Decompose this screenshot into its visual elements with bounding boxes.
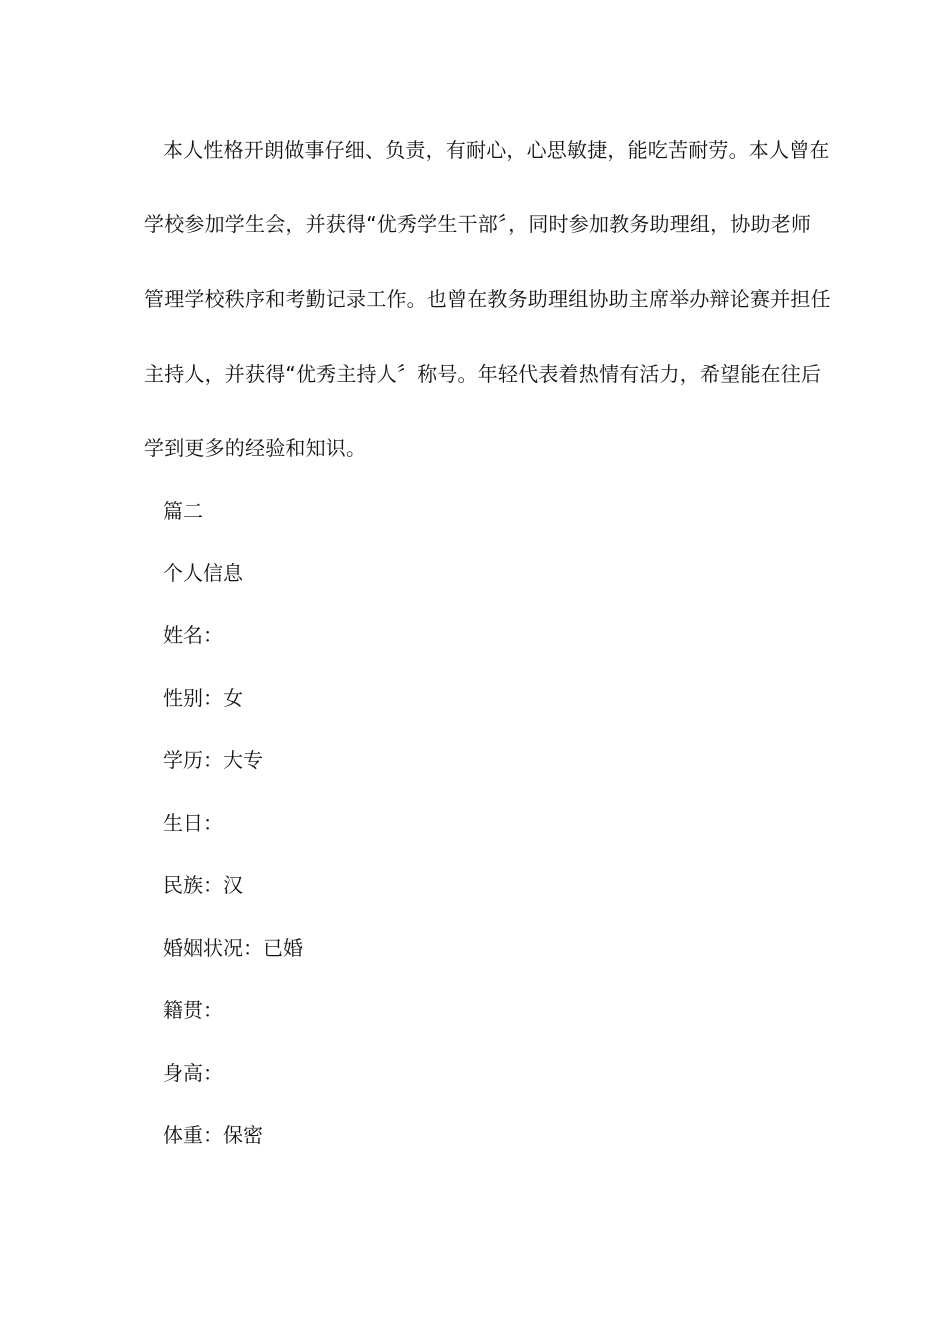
intro-line-4: 主持人，并获得“优秀主持人〞称号。年轻代表着热情有活力，希望能在往后	[144, 362, 822, 386]
field-name: 姓名：	[163, 623, 223, 647]
intro-line-2: 学校参加学生会，并获得“优秀学生干部〞，同时参加教务助理组，协助老师	[144, 212, 812, 236]
intro-line-1: 本人性格开朗做事仔细、负责，有耐心，心思敏捷，能吃苦耐劳。本人曾在	[163, 138, 830, 162]
field-marital-status: 婚姻状况：已婚	[163, 936, 303, 960]
field-weight: 体重：保密	[163, 1123, 263, 1147]
field-education: 学历：大专	[163, 748, 263, 772]
section-subheading: 个人信息	[163, 561, 243, 585]
intro-line-5: 学到更多的经验和知识。	[144, 436, 367, 460]
field-birthday: 生日：	[163, 811, 223, 835]
intro-line-3: 管理学校秩序和考勤记录工作。也曾在教务助理组协助主席举办辩论赛并担任	[144, 287, 831, 311]
field-height: 身高：	[163, 1061, 223, 1085]
field-gender: 性别：女	[163, 686, 243, 710]
field-ethnicity: 民族：汉	[163, 873, 243, 897]
field-native-place: 籍贯：	[163, 998, 223, 1022]
section-heading: 篇二	[163, 499, 203, 523]
